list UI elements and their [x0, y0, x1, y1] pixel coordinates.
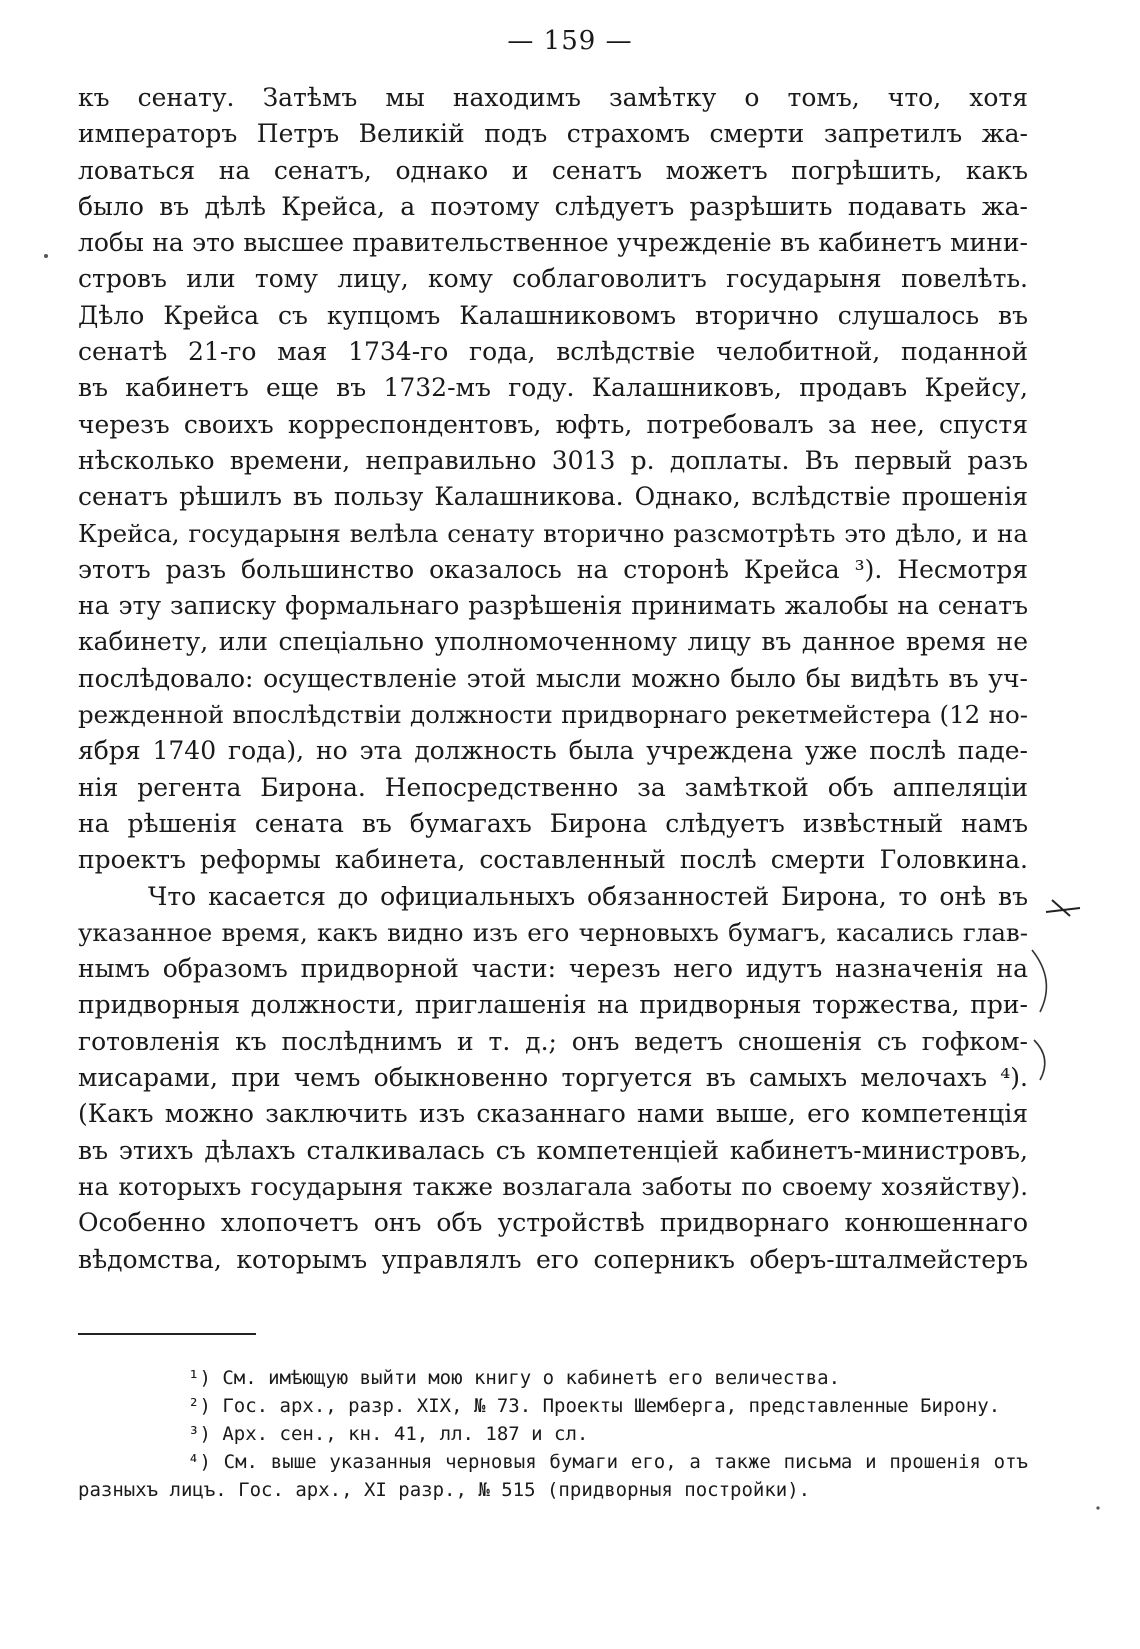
text-line: этотъ разъ большинство оказалось на сторонѣ Крейса ³). Несмотря	[78, 554, 1028, 584]
body-text	[78, 80, 1028, 1278]
text-line: Крейса, государыня велѣла сенату вторично разсмотрѣть это дѣло, и на	[78, 518, 1028, 548]
margin-dot	[1096, 1506, 1099, 1509]
text-line: на эту записку формальнаго разрѣшенія принимать жалобы на сенатъ	[78, 591, 1028, 621]
text-line: проектъ реформы кабинета, составленный послѣ смерти Головкина.	[78, 845, 1028, 875]
text-line: послѣдовало: осуществленіе этой мысли можно было бы видѣть въ уч-	[78, 663, 1028, 693]
text-line: сенатъ рѣшилъ въ пользу Калашникова. Однако, вслѣдствіе прошенія	[78, 482, 1028, 512]
text-line: лобы на это высшее правительственное учрежденіе въ кабинетъ мини-	[78, 228, 1028, 258]
text-line: нымъ образомъ придворной части: черезъ него идутъ назначенія на	[78, 954, 1028, 984]
page-number: — 159 —	[507, 26, 633, 56]
footnote-4: ⁴) См. выше указанныя черновыя бумаги его, а также письма и прошенія отъ	[188, 1451, 1028, 1473]
text-line: было въ дѣлѣ Крейса, а поэтому слѣдуетъ разрѣшить подавать жа-	[78, 191, 1028, 221]
text-line: (Какъ можно заключить изъ сказаннаго нами выше, его компетенція	[78, 1099, 1028, 1129]
text-line: Особенно хлопочетъ онъ объ устройствѣ придворнаго конюшеннаго	[78, 1208, 1028, 1238]
text-line: готовленія къ послѣднимъ и т. д.; онъ ведетъ сношенія съ гофком-	[78, 1026, 1028, 1056]
text-line: стровъ или тому лицу, кому соблаговолитъ государыня повелѣть.	[78, 264, 1028, 294]
footnote-2: ²) Гос. арх., разр. XIX, № 73. Проекты Шемберга, представленные Бирону.	[188, 1395, 1001, 1417]
text-line: на рѣшенія сената въ бумагахъ Бирона слѣдуетъ извѣстный намъ	[78, 808, 1028, 838]
text-line: ловаться на сенатъ, однако и сенатъ можетъ погрѣшить, какъ	[78, 155, 1028, 185]
footnote-3: ³) Арх. сен., кн. 41, лл. 187 и сл.	[188, 1423, 589, 1445]
footnote-1: ¹) См. имѣющую выйти мою книгу о кабинетѣ его величества.	[188, 1367, 841, 1389]
text-line: режденной впослѣдствіи должности придворнаго рекетмейстера (12 но-	[78, 700, 1028, 730]
footnote-divider	[78, 1333, 256, 1335]
text-line: къ сенату. Затѣмъ мы находимъ замѣтку о томъ, что, хотя	[78, 83, 1028, 112]
text-line: нія регента Бирона. Непосредственно за замѣткой объ аппеляціи	[78, 772, 1028, 802]
text-line: Дѣло Крейса съ купцомъ Калашниковомъ вторично слушалось въ	[78, 300, 1028, 330]
text-line: придворныя должности, приглашенія на придворныя торжества, при-	[78, 990, 1028, 1020]
text-line: черезъ своихъ корреспондентовъ, юфть, потребовалъ за нее, спустя	[78, 409, 1028, 439]
text-line: въ кабинетъ еще въ 1732-мъ году. Калашниковъ, продавъ Крейсу,	[78, 373, 1028, 403]
text-line: сенатѣ 21-го мая 1734-го года, вслѣдствіе челобитной, поданной	[78, 337, 1028, 367]
text-line: ября 1740 года), но эта должность была учреждена уже послѣ паде-	[78, 736, 1028, 766]
text-line: мисарами, при чемъ обыкновенно торгуется въ самыхъ мелочахъ ⁴).	[78, 1063, 1028, 1093]
text-line: кабинету, или спеціально уполномоченному лицу въ данное время не	[78, 627, 1028, 657]
pencil-bracket-mark	[1032, 950, 1046, 1080]
text-line: въ этихъ дѣлахъ сталкивалась съ компетенціей кабинетъ-министровъ,	[78, 1135, 1028, 1165]
footnote-4-continued: разныхъ лицъ. Гос. арх., XI разр., № 515 (придворныя постройки).	[78, 1479, 811, 1501]
text-line: на которыхъ государыня также возлагала заботы по своему хозяйству).	[78, 1171, 1028, 1201]
text-line: вѣдомства, которымъ управлялъ его соперникъ оберъ-шталмейстеръ	[78, 1244, 1028, 1274]
text-line: нѣсколько времени, неправильно 3013 р. доплаты. Въ первый разъ	[78, 445, 1028, 475]
footnotes	[78, 1364, 1028, 1504]
margin-dot	[44, 254, 48, 258]
pencil-cross-mark	[1046, 900, 1080, 916]
text-line: императоръ Петръ Великій подъ страхомъ смерти запретилъ жа-	[78, 119, 1028, 149]
paragraph-first-line: Что касается до официальныхъ обязанностей Бирона, то онѣ въ	[148, 881, 1028, 911]
text-line: указанное время, какъ видно изъ его черновыхъ бумагъ, касались глав-	[78, 917, 1028, 947]
